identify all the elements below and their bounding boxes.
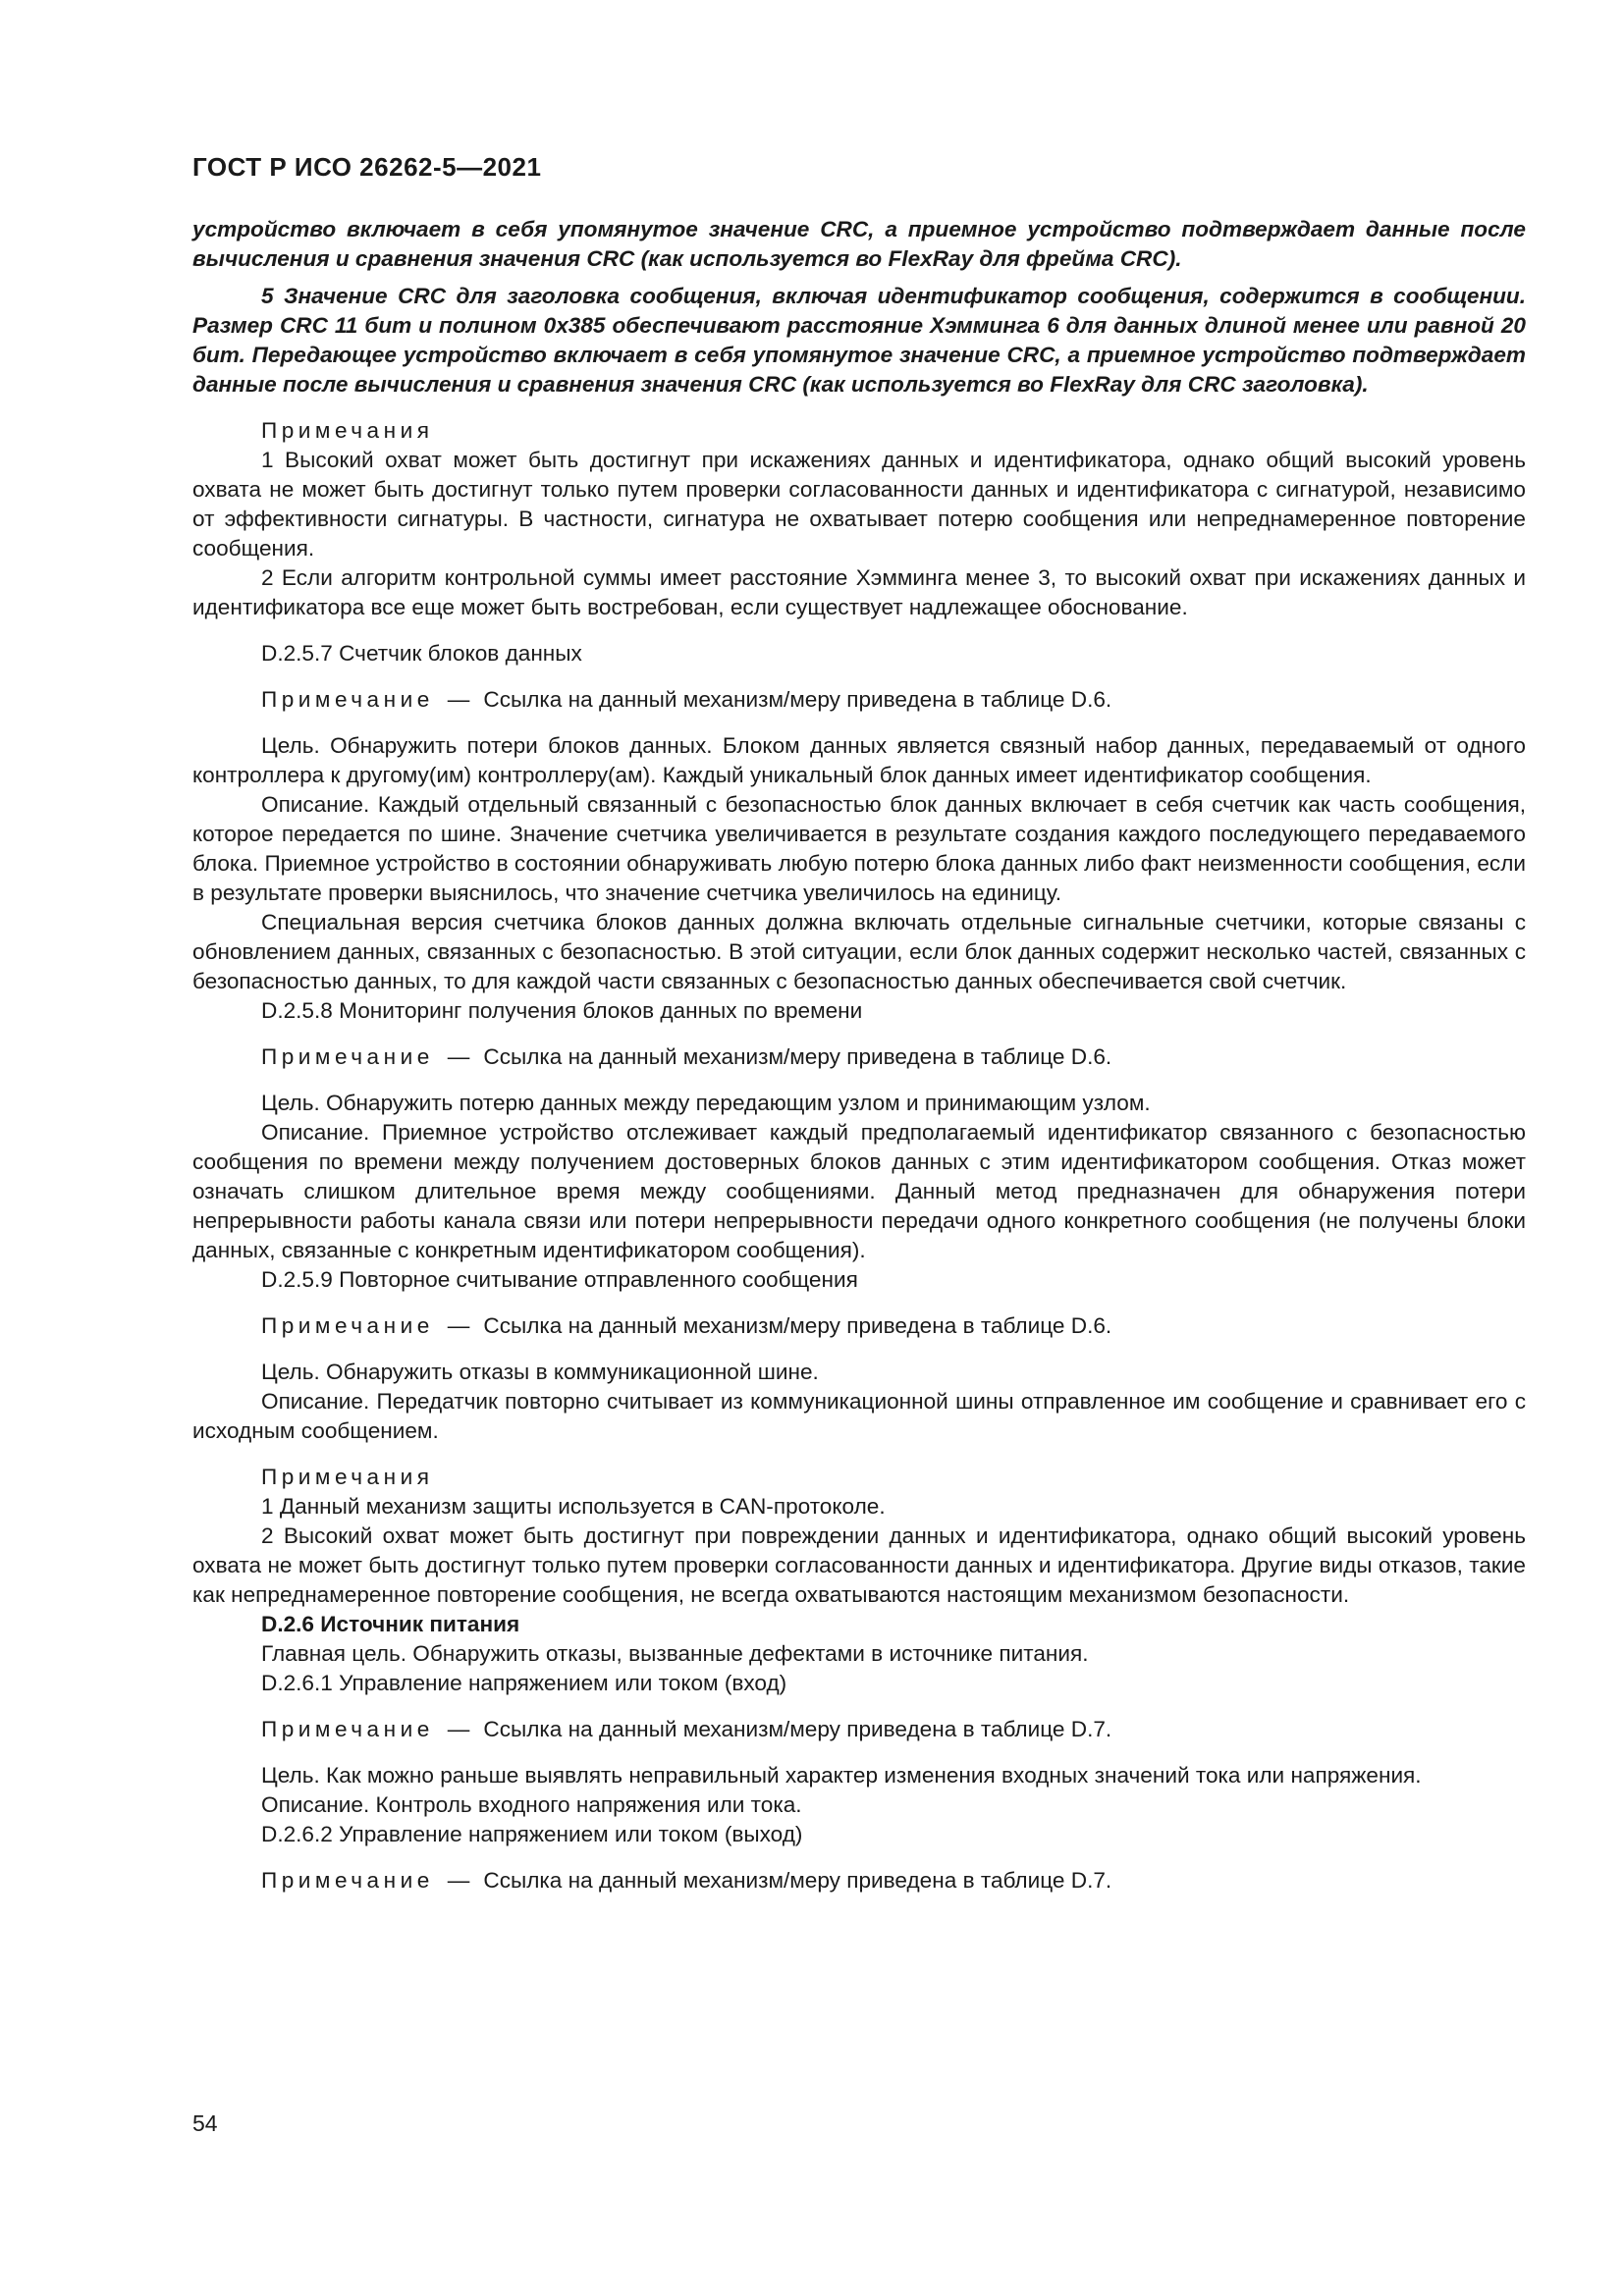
section-heading-d257: D.2.5.7 Счетчик блоков данных (261, 641, 582, 666)
note-text: Ссылка на данный механизм/меру приведена в таблице D.6. (483, 1044, 1112, 1069)
paragraph-crc-frame: устройство включает в себя упомянутое значение CRC, а приемное устройство подтверждает данные после вычисления и сравнения значения CRC (как используется во FlexRay для фрейма CRC). (192, 217, 1526, 271)
section-heading-d259: D.2.5.9 Повторное считывание отправленного сообщения (261, 1267, 858, 1292)
section-heading-d258: D.2.5.8 Мониторинг получения блоков данных по времени (261, 998, 863, 1023)
page-number: 54 (192, 2110, 218, 2136)
notes-heading: Примечания (261, 1465, 434, 1489)
paragraph-description: Описание. Приемное устройство отслеживает каждый предполагаемый идентификатор связанного с безопасностью сообщения по времени между получением достоверных блоков данных с этим идентификатором сообщения. Отказ может означать слишком длительное время между сообщениями. Данный метод предназначен для обнаружения потери непрерывности работы канала связи или потери непрерывности передачи одного конкретного сообщения (не получены блоки данных, связанные с конкретным идентификатором сообщения). (192, 1120, 1526, 1262)
note-line: Примечание — Ссылка на данный механизм/меру приведена в таблице D.6. (261, 687, 1112, 712)
note-label: Примечание (261, 1868, 434, 1893)
note-text: Ссылка на данный механизм/меру приведена в таблице D.6. (483, 687, 1112, 712)
paragraph-goal: Цель. Как можно раньше выявлять неправильный характер изменения входных значений тока или напряжения. (261, 1763, 1422, 1788)
note-line: Примечание — Ссылка на данный механизм/меру приведена в таблице D.7. (261, 1717, 1112, 1741)
notes-heading: Примечания (261, 418, 434, 443)
section-heading-d262: D.2.6.2 Управление напряжением или током (выход) (261, 1822, 803, 1846)
note-item: 1 Высокий охват может быть достигнут при искажениях данных и идентификатора, однако общий высокий уровень охвата не может быть достигнут только путем проверки согласованности данных и идентификатора с сигнатурой, независимо от эффективности сигнатуры. В частности, сигнатура не охватывает потерю сообщения или непреднамеренное повторение сообщения. (192, 448, 1526, 561)
section-heading-d26: D.2.6 Источник питания (261, 1612, 520, 1636)
paragraph-description: Описание. Передатчик повторно считывает из коммуникационной шины отправленное им сообщение и сравнивает его с исходным сообщением. (192, 1389, 1526, 1443)
note-line: Примечание — Ссылка на данный механизм/меру приведена в таблице D.6. (261, 1044, 1112, 1069)
note-item: 1 Данный механизм защиты используется в CAN-протоколе. (261, 1494, 886, 1519)
paragraph-description: Описание. Контроль входного напряжения или тока. (261, 1792, 802, 1817)
paragraph-special: Специальная версия счетчика блоков данных должна включать отдельные сигнальные счетчики, которые связаны с обновлением данных, связанных с безопасностью. В этой ситуации, если блок данных содержит несколько частей, связанных с безопасностью данных, то для каждой части связанных с безопасностью данных обеспечивается свой счетчик. (192, 910, 1526, 993)
paragraph-crc-header: 5 Значение CRC для заголовка сообщения, включая идентификатор сообщения, содержится в сообщении. Размер CRC 11 бит и полином 0x385 обеспечивают расстояние Хэмминга 6 для данных длиной менее или равной 20 бит. Передающее устройство включает в себя упомянутое значение CRC, а приемное устройство подтверждает данные после вычисления и сравнения значения CRC (как используется во FlexRay для CRC заголовка). (192, 284, 1526, 397)
paragraph-goal: Цель. Обнаружить потери блоков данных. Блоком данных является связный набор данных, передаваемый от одного контроллера к другому(им) контроллеру(ам). Каждый уникальный блок данных имеет идентификатор сообщения. (192, 733, 1526, 787)
note-label: Примечание (261, 1044, 434, 1069)
note-label: Примечание (261, 1313, 434, 1338)
note-label: Примечание (261, 687, 434, 712)
paragraph-goal: Цель. Обнаружить отказы в коммуникационной шине. (261, 1360, 819, 1384)
note-line: Примечание — Ссылка на данный механизм/меру приведена в таблице D.7. (261, 1868, 1112, 1893)
note-item: 2 Высокий охват может быть достигнут при повреждении данных и идентификатора, однако общий высокий уровень охвата не может быть достигнут только путем проверки согласованности данных и идентификатора. Другие виды отказов, такие как непреднамеренное повторение сообщения, не всегда охватываются настоящим механизмом безопасности. (192, 1523, 1526, 1607)
paragraph-goal: Цель. Обнаружить потерю данных между передающим узлом и принимающим узлом. (261, 1091, 1151, 1115)
note-label: Примечание (261, 1717, 434, 1741)
note-line: Примечание — Ссылка на данный механизм/меру приведена в таблице D.6. (261, 1313, 1112, 1338)
note-item: 2 Если алгоритм контрольной суммы имеет расстояние Хэмминга менее 3, то высокий охват при искажениях данных и идентификатора все еще может быть востребован, если существует надлежащее обоснование. (192, 565, 1526, 619)
section-heading-d261: D.2.6.1 Управление напряжением или током (вход) (261, 1671, 787, 1695)
note-text: Ссылка на данный механизм/меру приведена в таблице D.7. (483, 1717, 1112, 1741)
paragraph-description: Описание. Каждый отдельный связанный с безопасностью блок данных включает в себя счетчик как часть сообщения, которое передается по шине. Значение счетчика увеличивается в результате создания каждого последующего передаваемого блока. Приемное устройство в состоянии обнаруживать любую потерю блока данных либо факт неизменности сообщения, если в результате проверки выяснилось, что значение счетчика увеличилось на единицу. (192, 792, 1526, 905)
paragraph-main-goal: Главная цель. Обнаружить отказы, вызванные дефектами в источнике питания. (261, 1641, 1089, 1666)
note-text: Ссылка на данный механизм/меру приведена в таблице D.7. (483, 1868, 1112, 1893)
note-text: Ссылка на данный механизм/меру приведена в таблице D.6. (483, 1313, 1112, 1338)
document-page (192, 137, 1526, 1896)
document-header: ГОСТ Р ИСО 26262-5—2021 (192, 152, 542, 182)
